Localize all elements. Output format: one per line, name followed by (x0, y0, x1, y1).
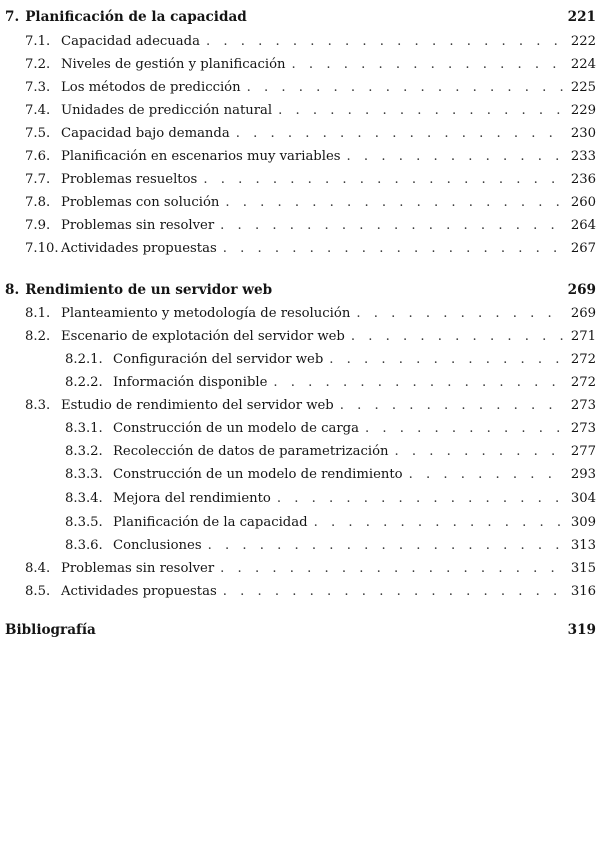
dot-leader (247, 77, 566, 99)
page-number: 269 (567, 282, 596, 298)
dot-leader (356, 303, 566, 325)
page-number: 230 (570, 126, 596, 141)
bibliography-title: Bibliografía (5, 622, 96, 638)
page-number: 319 (567, 622, 596, 638)
toc-entry[interactable] (5, 535, 596, 557)
section-title: Información disponible (113, 375, 268, 390)
chapter-8-heading[interactable] (5, 279, 596, 301)
page-number: 233 (570, 149, 596, 164)
toc-entry[interactable] (5, 238, 596, 260)
section-title: Los métodos de predicción (61, 80, 241, 95)
section-number: 7.1. (25, 34, 51, 49)
section-title: Recolección de datos de parametrización (113, 444, 389, 459)
section-title: Configuración del servidor web (113, 352, 324, 367)
toc-entry[interactable] (5, 418, 596, 440)
section-number: 8.1. (25, 306, 51, 321)
page-number: 260 (570, 195, 596, 210)
page-number: 293 (570, 467, 596, 482)
toc-entry[interactable] (5, 192, 596, 214)
toc-entry[interactable] (5, 372, 596, 394)
section-number: 8.2.1. (65, 352, 103, 367)
page-number: 272 (570, 352, 596, 367)
dot-leader (206, 31, 566, 53)
toc-entry[interactable] (5, 349, 596, 371)
section-number: 8.3. (25, 398, 51, 413)
dot-leader (277, 488, 566, 510)
page-number: 222 (570, 34, 596, 49)
section-number: 7.3. (25, 80, 51, 95)
page-number: 225 (570, 80, 596, 95)
toc-entry[interactable] (5, 512, 596, 534)
dot-leader (351, 326, 566, 348)
dot-leader (208, 535, 566, 557)
dot-leader (236, 123, 566, 145)
page-number: 273 (570, 421, 596, 436)
toc-entry[interactable] (5, 441, 596, 463)
section-title: Planteamiento y metodología de resolución (61, 306, 351, 321)
section-number: 7.6. (25, 149, 51, 164)
dot-leader (225, 192, 566, 214)
section-number: 7.9. (25, 218, 51, 233)
page-number: 304 (570, 491, 596, 506)
section-number: 7.8. (25, 195, 51, 210)
dot-leader (220, 215, 566, 237)
section-number: 8.4. (25, 561, 51, 576)
page-number: 267 (570, 241, 596, 256)
section-number: 8.3.1. (65, 421, 103, 436)
dot-leader (223, 581, 566, 603)
section-title: Unidades de predicción natural (61, 103, 273, 118)
section-title: Problemas resueltos (61, 172, 198, 187)
page-number: 271 (570, 329, 596, 344)
section-number: 8.3.4. (65, 491, 103, 506)
section-title: Conclusiones (113, 538, 202, 553)
toc-entry[interactable] (5, 581, 596, 603)
section-title: Construcción de un modelo de rendimiento (113, 467, 403, 482)
toc-entry[interactable] (5, 395, 596, 417)
dot-leader (347, 146, 566, 168)
section-number: 8.3.3. (65, 467, 103, 482)
page-number: 272 (570, 375, 596, 390)
section-title: Estudio de rendimiento del servidor web (61, 398, 334, 413)
section-title: Problemas con solución (61, 195, 220, 210)
section-number: 8.5. (25, 584, 51, 599)
section-number: 8.3.2. (65, 444, 103, 459)
page-number: 224 (570, 57, 596, 72)
dot-leader (292, 54, 566, 76)
section-title: Mejora del rendimiento (113, 491, 271, 506)
section-number: 7.7. (25, 172, 51, 187)
toc-entry[interactable] (5, 303, 596, 325)
dot-leader (314, 512, 566, 534)
toc-entry[interactable] (5, 123, 596, 145)
toc-entry[interactable] (5, 488, 596, 510)
dot-leader (395, 441, 566, 463)
toc-entry[interactable] (5, 77, 596, 99)
section-number: 8.3.6. (65, 538, 103, 553)
section-number: 8.2.2. (65, 375, 103, 390)
toc-entry[interactable] (5, 215, 596, 237)
toc-entry[interactable] (5, 100, 596, 122)
toc-entry[interactable] (5, 464, 596, 486)
page-number: 277 (570, 444, 596, 459)
section-title: Escenario de explotación del servidor web (61, 329, 345, 344)
dot-leader (340, 395, 566, 417)
section-number: 8.2. (25, 329, 51, 344)
toc-entry[interactable] (5, 326, 596, 348)
section-title: Problemas sin resolver (61, 218, 215, 233)
section-title: Actividades propuestas (61, 241, 217, 256)
section-number: 8.3.5. (65, 515, 103, 530)
section-number: 7.4. (25, 103, 51, 118)
dot-leader (203, 169, 566, 191)
section-title: Construcción de un modelo de carga (113, 421, 359, 436)
dot-leader (273, 372, 566, 394)
page-number: 269 (570, 306, 596, 321)
section-number: 7.5. (25, 126, 51, 141)
page-number: 309 (570, 515, 596, 530)
section-title: Planificación en escenarios muy variables (61, 149, 341, 164)
chapter-7-heading[interactable] (5, 6, 596, 28)
toc-entry[interactable] (5, 31, 596, 53)
page-number: 264 (570, 218, 596, 233)
dot-leader (365, 418, 566, 440)
section-number: 7.2. (25, 57, 51, 72)
dot-leader (329, 349, 566, 371)
chapter-title: Rendimiento de un servidor web (25, 282, 273, 298)
page-number: 221 (567, 9, 596, 25)
toc-entry[interactable] (5, 146, 596, 168)
toc-entry[interactable] (5, 54, 596, 76)
bibliography-heading[interactable] (5, 619, 596, 641)
section-title: Niveles de gestión y planificación (61, 57, 286, 72)
section-title: Planificación de la capacidad (113, 515, 308, 530)
page-number: 315 (570, 561, 596, 576)
page-number: 273 (570, 398, 596, 413)
dot-leader (278, 100, 566, 122)
page-number: 316 (570, 584, 596, 599)
dot-leader (220, 558, 566, 580)
section-title: Problemas sin resolver (61, 561, 215, 576)
section-title: Capacidad adecuada (61, 34, 200, 49)
section-number: 7.10. (25, 241, 59, 256)
page-number: 313 (570, 538, 596, 553)
dot-leader (409, 464, 566, 486)
chapter-title: Planificación de la capacidad (25, 9, 247, 25)
dot-leader (223, 238, 566, 260)
chapter-number: 8. (5, 282, 20, 298)
chapter-number: 7. (5, 9, 20, 25)
toc-entry[interactable] (5, 169, 596, 191)
toc-entry[interactable] (5, 558, 596, 580)
page-number: 236 (570, 172, 596, 187)
section-title: Actividades propuestas (61, 584, 217, 599)
section-title: Capacidad bajo demanda (61, 126, 230, 141)
page-number: 229 (570, 103, 596, 118)
